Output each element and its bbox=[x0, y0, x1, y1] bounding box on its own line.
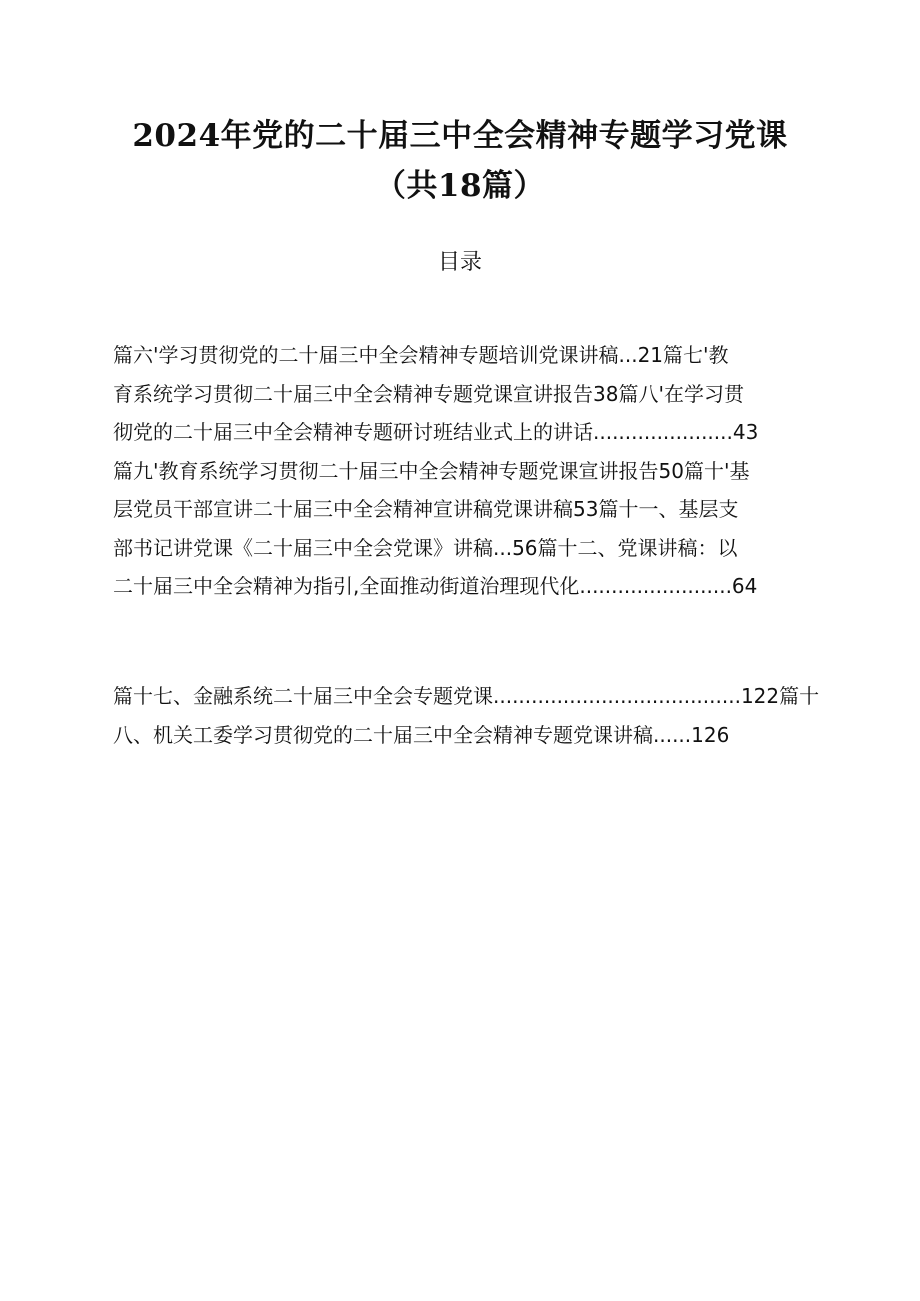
toc-line: 篇九'教育系统学习贯彻二十届三中全会精神专题党课宣讲报告50篇十'基 bbox=[113, 458, 750, 483]
toc-line: 篇十七、金融系统二十届三中全会专题党课.......................................122篇十 bbox=[113, 684, 820, 708]
toc-line: 八、机关工委学习贯彻党的二十届三中全会精神专题党课讲稿......126 bbox=[113, 722, 730, 747]
toc-line: 篇六'学习贯彻党的二十届三中全会精神专题培训党课讲稿...21篇七'教 bbox=[113, 343, 729, 367]
toc-line: 彻党的二十届三中全会精神专题研讨班结业式上的讲话......................43 bbox=[113, 420, 759, 444]
toc-line: 层党员干部宣讲二十届三中全会精神宣讲稿党课讲稿53篇十一、基层支 bbox=[113, 497, 739, 521]
document-title-line1: 2024年党的二十届三中全会精神专题学习党课 bbox=[132, 118, 788, 154]
toc-block-2 bbox=[113, 677, 853, 754]
toc-block-1 bbox=[113, 336, 853, 606]
toc-line: 部书记讲党课《二十届三中全会党课》讲稿...56篇十二、党课讲稿：以 bbox=[113, 535, 738, 560]
toc-heading: 目录 bbox=[437, 250, 482, 275]
toc-line: 育系统学习贯彻二十届三中全会精神专题党课宣讲报告38篇八'在学习贯 bbox=[113, 381, 744, 406]
document-title-line2: （共18篇） bbox=[374, 168, 546, 204]
toc-line: 二十届三中全会精神为指引,全面推动街道治理现代化........................64 bbox=[113, 574, 758, 598]
